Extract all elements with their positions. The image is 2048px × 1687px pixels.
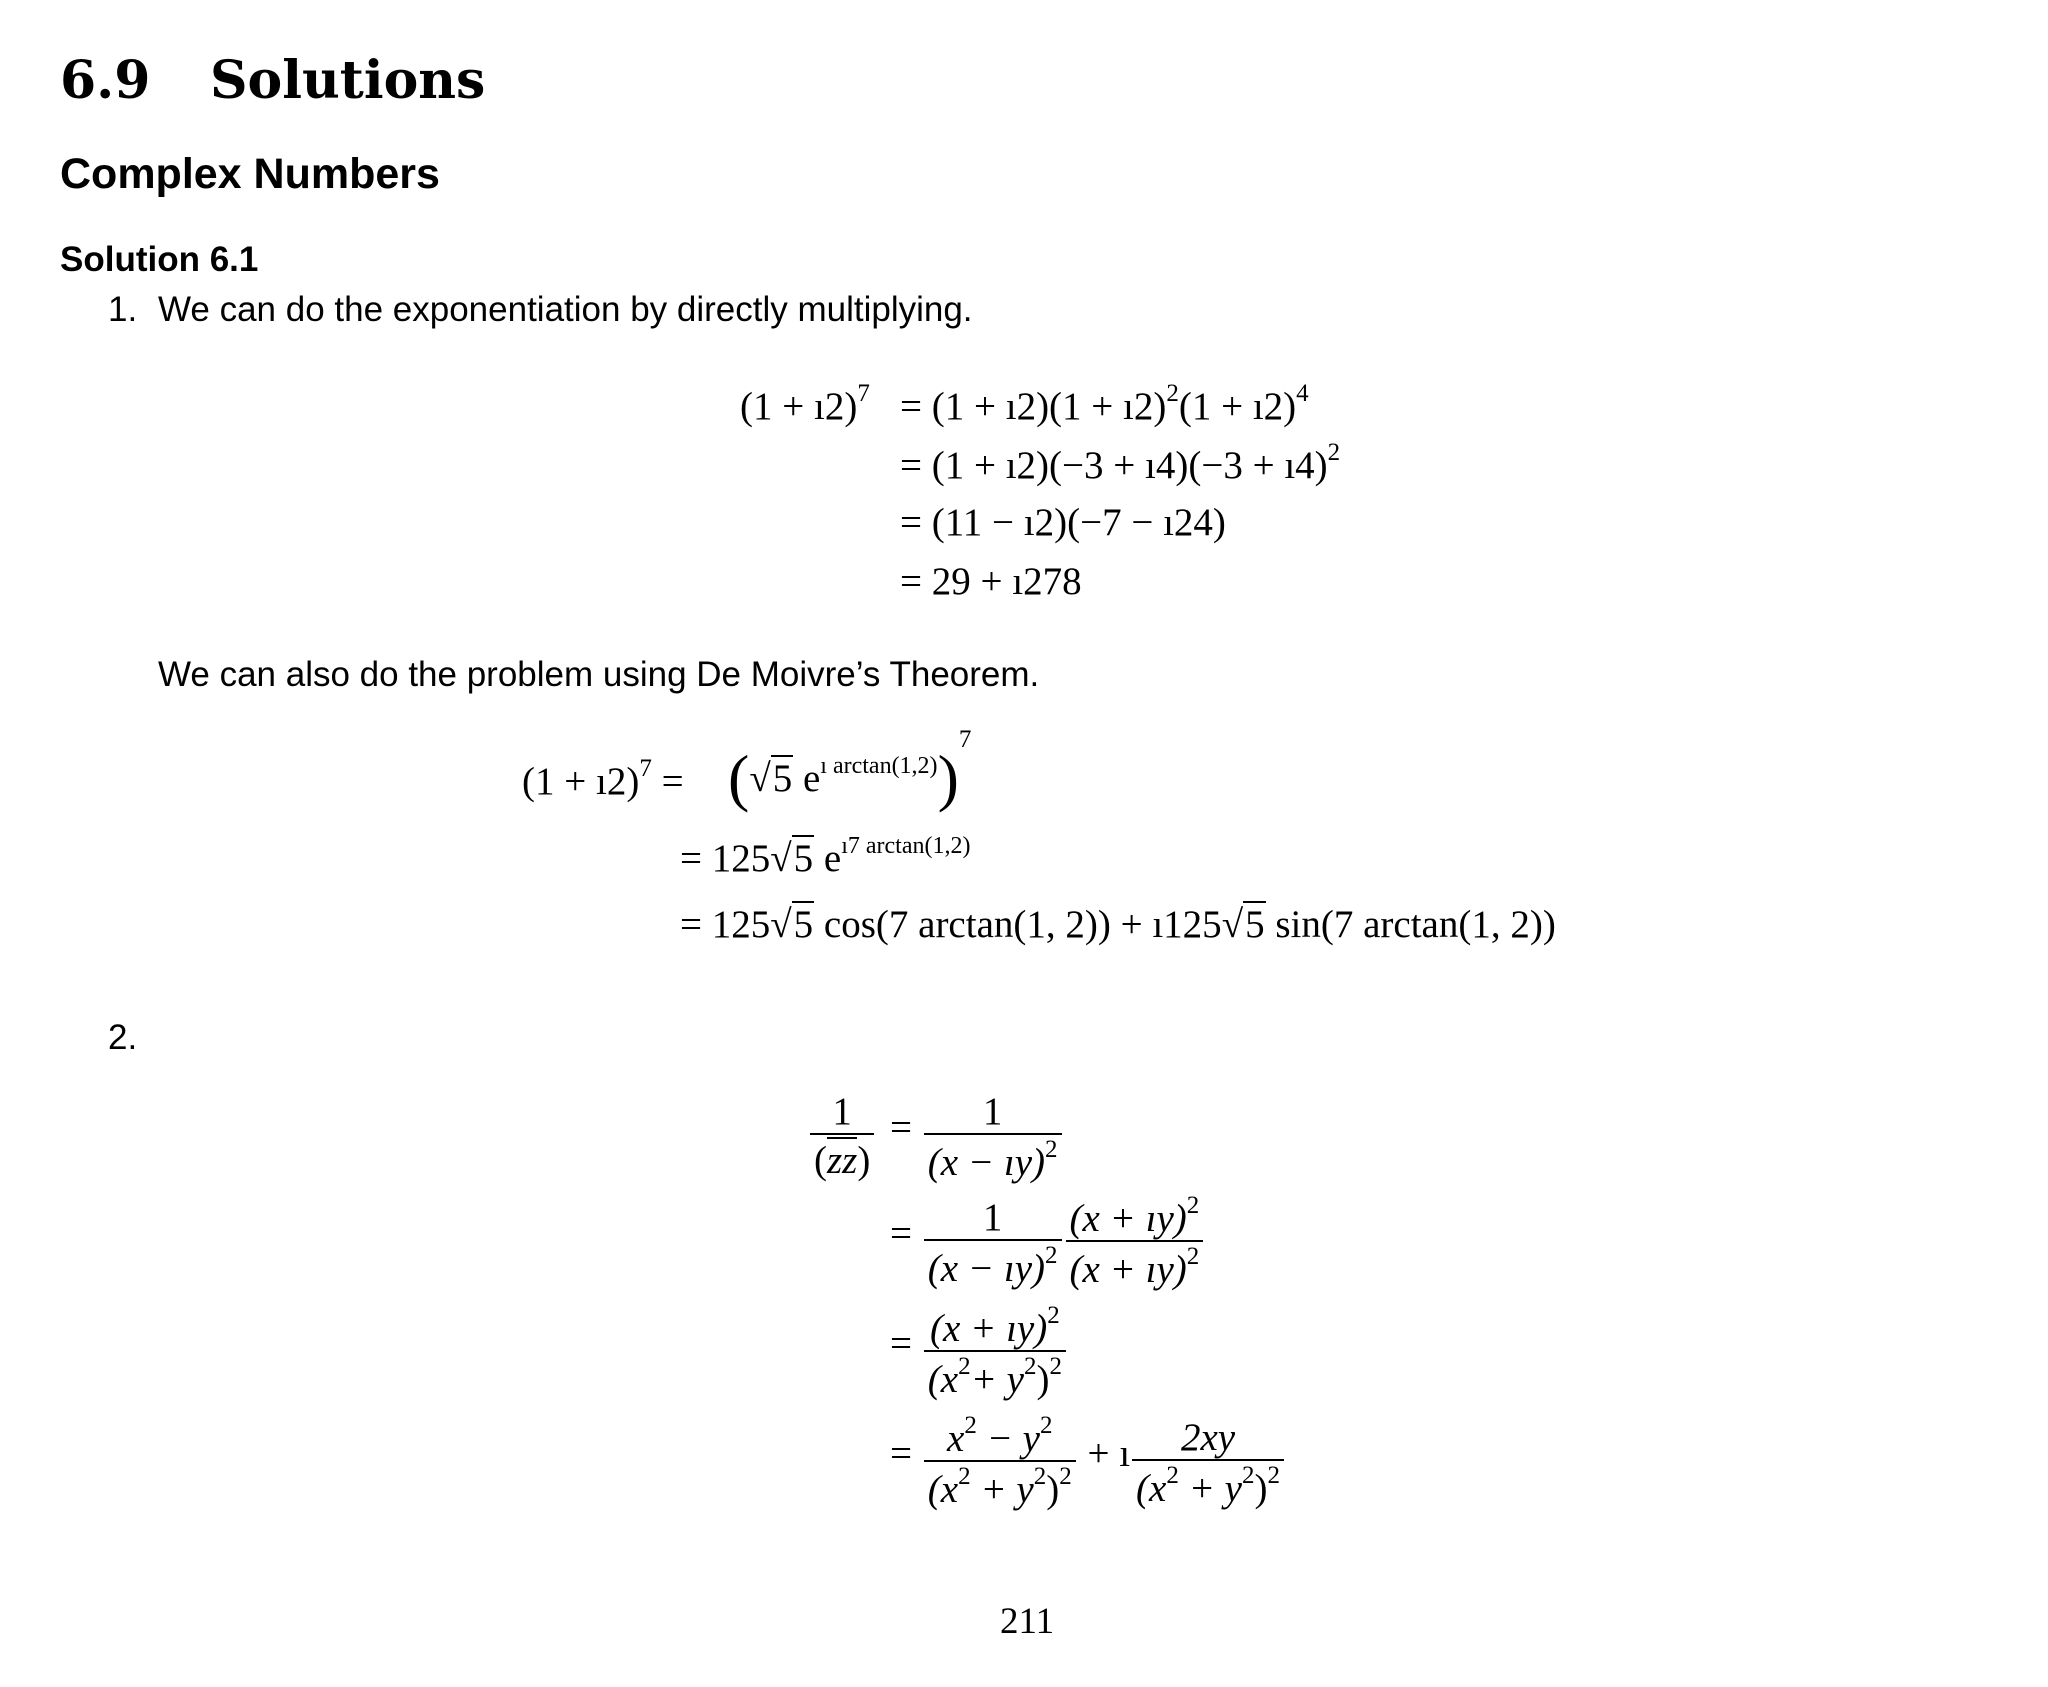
eq2-lhs-base: (1 + ı2) [522,760,640,803]
eq2-row2-sqrt: √5 [770,837,814,880]
eq3-row2-frac2: $\frac{(x + ıy)^2}{(x + ıy)^2}$ [1066,1195,1204,1291]
eq2-row3 [680,905,1556,944]
subsection-title: Complex Numbers [60,150,440,198]
eq3-row1-frac: $\frac{1}{(x - ıy)^2}$ [924,1090,1062,1184]
eq3-row1 [890,1090,1064,1184]
eq3-lhs [808,1090,876,1182]
enum-label-2: 2. [108,1018,138,1057]
eq1-row2 [900,439,1341,487]
eq1-row1-exp4: 4 [1296,380,1309,407]
eq3-row2 [890,1192,1205,1291]
eq2-open-paren: ( [728,742,750,813]
eq3-row4-equals: = [890,1431,912,1475]
eq2-row3-sqrt2: √5 [1221,903,1265,946]
page-number: 211 [1000,1601,1055,1642]
eq1-row1-a: (1 + ı2)(1 + ı2) [931,385,1167,428]
eq2-row2-e: e [823,837,842,880]
eq1-row1-exp2: 2 [1166,380,1179,407]
eq1-lhs-base: (1 + ı2) [740,385,858,428]
solution-heading: Solution 6.1 [60,240,259,279]
eq1-row2-exp: 2 [1327,439,1341,466]
eq2-lhs-exp: 7 [639,755,652,782]
eq3-row2-equals: = [890,1211,912,1255]
eq2-row3-sqrt: √5 [770,903,814,946]
item1-text: We can do the exponentiation by directly multiplying. [158,290,973,329]
section-number: 6.9 [60,50,151,111]
eq3-lhs-den-conj: zz [827,1139,858,1182]
eq1-row2-a: = (1 + ı2)(−3 + ı4)(−3 + ı4) [900,444,1328,487]
eq3-lhs-frac: $\frac{1}{(zz)}$ [810,1090,874,1182]
eq2-lhs [522,755,684,803]
eq1-lhs-exp: 7 [857,380,870,407]
eq3-row2-frac1: $\frac{1}{(x - ıy)^2}$ [924,1196,1062,1290]
eq1-row1 [900,380,1309,428]
eq2-row1-e: e [802,757,821,800]
eq1-row1-c: (1 + ı2) [1178,385,1297,428]
eq1-row4: = 29 + ı278 [900,560,1082,603]
eq1-row3: = (11 − ı2)(−7 − ı24) [900,501,1226,544]
eq1-equals: = [900,385,922,428]
eq2-row3-end: sin(7 arctan(1, 2)) [1275,903,1556,946]
eq3-row4-frac2: $\frac{2xy}{(x^2 + y^2)^2}$ [1132,1416,1284,1510]
enum-label-1: 1. [108,290,138,329]
eq2-row1-sqrt: √5 [749,757,793,800]
eq2-row2-exp: ı7 arctan(1,2) [841,833,971,859]
eq3-row4-plus-i: + ı [1087,1431,1131,1475]
eq2-row1-exp: ı arctan(1,2) [820,753,938,779]
eq3-row3-frac: $\frac{(x + ıy)^2}{(x^2+ y^2)^2}$ [924,1305,1066,1401]
eq3-row3-equals: = [890,1321,912,1365]
section-title: Solutions [210,50,486,111]
eq2-row1-outer-exp: 7 [958,726,972,753]
eq2-close-paren: ) [937,742,959,813]
eq1-lhs [740,380,870,428]
eq3-row3 [890,1302,1068,1401]
eq2-row3-mid: cos(7 arctan(1, 2)) + ı125 [823,903,1222,946]
eq2-row2 [680,833,971,880]
item1-text2: We can also do the problem using De Moivre’s Theorem. [158,655,1040,694]
eq2-equals: = [661,760,684,803]
eq3-equals: = [890,1105,912,1149]
eq3-row4-frac1: $\frac{x^2 - y^2}{(x^2 + y^2)^2}$ [924,1415,1076,1511]
eq2-row3-pre: = 125 [680,903,771,946]
eq2-row2-pre: = 125 [680,837,771,880]
eq3-row4 [890,1412,1286,1511]
eq2-row1 [728,726,972,813]
